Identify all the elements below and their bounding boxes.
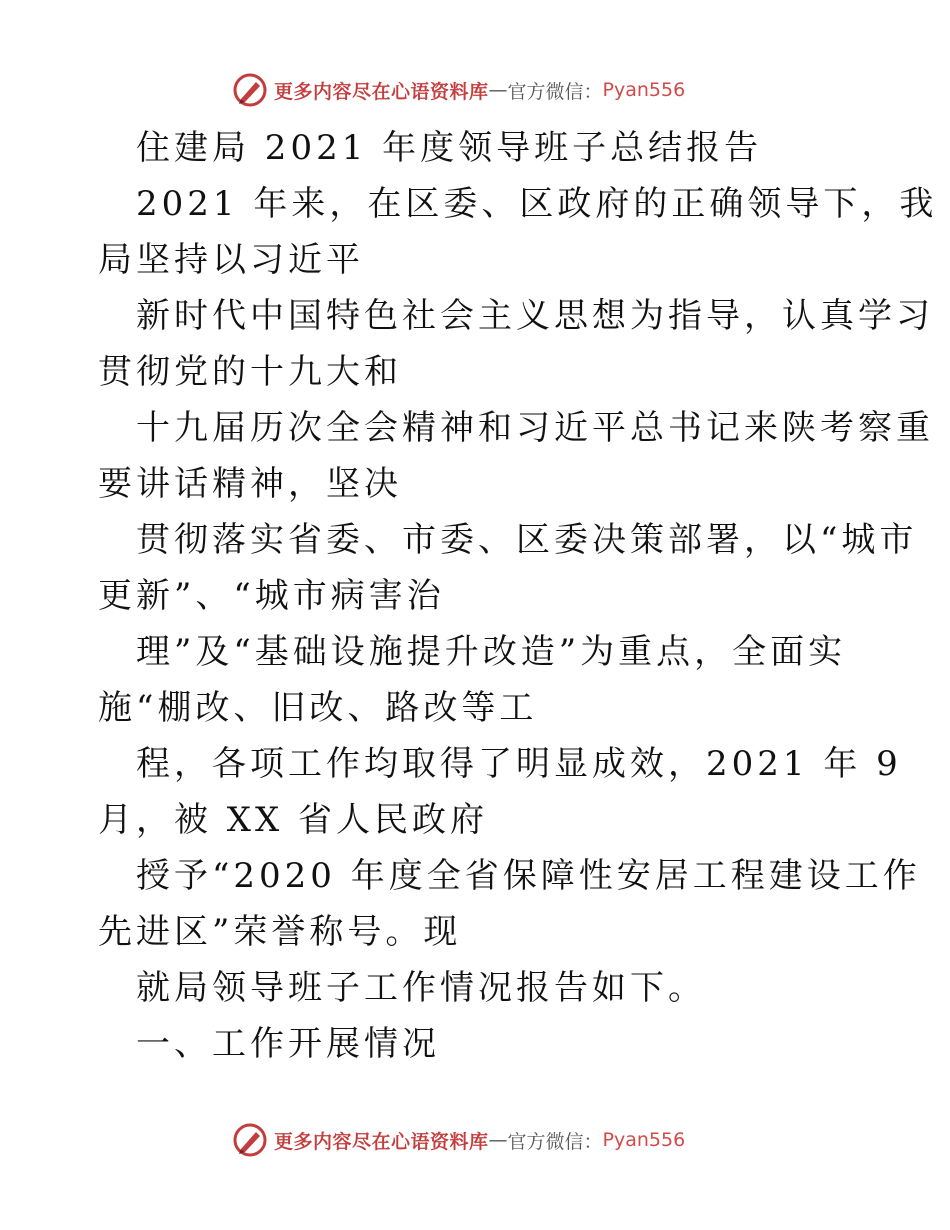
watermark-separator: — — [488, 1129, 508, 1151]
paragraph-line: 贯彻党的十九大和 — [98, 352, 402, 392]
paragraph-line: 更新”、“城市病害治 — [98, 576, 445, 616]
paragraph-line: 十九届历次全会精神和习近平总书记来陕考察重 — [136, 408, 934, 448]
watermark-wechat-id: Pyan556 — [602, 1129, 686, 1151]
paragraph-line: 2021 年来，在区委、区政府的正确领导下，我 — [136, 184, 938, 224]
watermark-header — [232, 70, 685, 110]
watermark-text: 更多内容尽在心语资料库 — [274, 1130, 489, 1153]
watermark-footer — [232, 1120, 685, 1160]
watermark-text: 更多内容尽在心语资料库 — [274, 80, 489, 103]
pen-logo-icon — [232, 72, 268, 108]
watermark-wechat-label: 官方微信： — [507, 1130, 603, 1153]
paragraph-line: 授予“2020 年度全省保障性安居工程建设工作 — [136, 856, 921, 896]
paragraph-line: 施“棚改、旧改、路改等工 — [98, 688, 538, 728]
watermark-wechat-label: 官方微信： — [507, 80, 603, 103]
pen-logo-icon — [232, 1122, 268, 1158]
paragraph-line: 贯彻落实省委、市委、区委决策部署，以“城市 — [136, 520, 918, 560]
watermark-wechat-id: Pyan556 — [602, 79, 686, 101]
watermark-separator: — — [488, 79, 508, 101]
paragraph-line: 先进区”荣誉称号。现 — [98, 912, 462, 952]
paragraph-line: 月，被 XX 省人民政府 — [98, 800, 489, 840]
paragraph-line: 要讲话精神，坚决 — [98, 464, 402, 504]
document-title: 住建局 2021 年度领导班子总结报告 — [136, 128, 763, 168]
section-heading: 一、工作开展情况 — [136, 1024, 440, 1064]
paragraph-line: 理”及“基础设施提升改造”为重点，全面实 — [136, 632, 847, 672]
document-body — [98, 120, 938, 1072]
paragraph-line: 就局领导班子工作情况报告如下。 — [136, 968, 706, 1008]
paragraph-line: 程，各项工作均取得了明显成效，2021 年 9 — [136, 744, 902, 784]
paragraph-line: 局坚持以习近平 — [98, 240, 364, 280]
paragraph-line: 新时代中国特色社会主义思想为指导，认真学习 — [136, 296, 934, 336]
